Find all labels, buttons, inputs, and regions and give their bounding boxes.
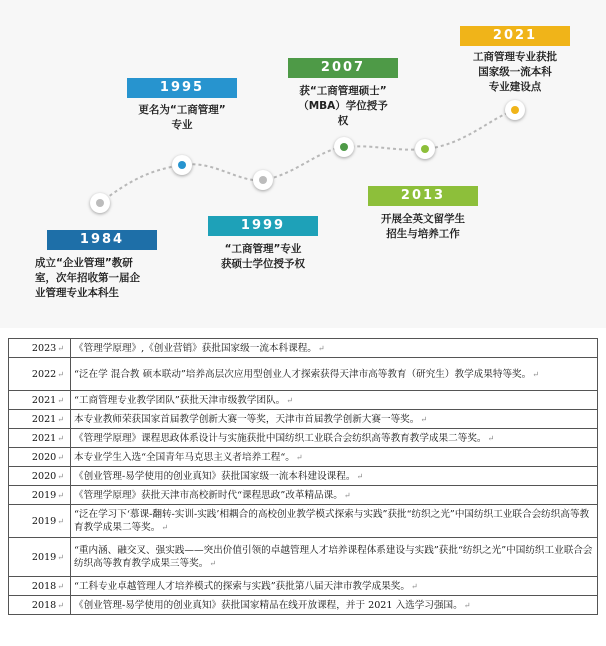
table-row: [9, 596, 598, 615]
milestone-text-1984: 成立“企业管理”教研 室，次年招收第一届企 业管理专业本科生: [35, 257, 140, 299]
row-text: “泛在学习下‘慕课-翻转-实训-实践’相耦合的高校创业教学模式探索与实践”获批“纺织之光”中国纺织工业联合会纺织高等教育教学成果二等奖。↵: [71, 505, 598, 538]
milestone-year-1995: 1995: [127, 78, 237, 98]
milestone-node-2021: [505, 100, 525, 120]
row-year: 2023↵: [9, 339, 71, 358]
milestone-node-2013: [415, 139, 435, 159]
row-year: 2021↵: [9, 429, 71, 448]
row-year: 2022↵: [9, 358, 71, 391]
row-year: 2018↵: [9, 577, 71, 596]
table-row: [9, 410, 598, 429]
row-text: 本专业教师荣获国家首届教学创新大赛一等奖，天津市首届教学创新大赛一等奖。↵: [71, 410, 598, 429]
milestone-node-2007: [334, 137, 354, 157]
table-row: [9, 429, 598, 448]
milestone-node-1999: [253, 170, 273, 190]
milestone-text-2007: 获“工商管理硕士” （MBA）学位授予 权: [298, 85, 388, 127]
milestone-text-2021: 工商管理专业获批 国家级一流本科 专业建设点: [473, 51, 557, 93]
milestone-dot: [96, 199, 104, 207]
table-row: [9, 505, 598, 538]
achievements-table: [8, 338, 598, 615]
row-text: 《管理学原理》,《创业营销》获批国家级一流本科课程。↵: [71, 339, 598, 358]
row-year: 2019↵: [9, 486, 71, 505]
row-text: “工商管理专业教学团队”获批天津市级教学团队。↵: [71, 391, 598, 410]
milestone-text-1995: 更名为“工商管理” 专业: [138, 104, 226, 131]
row-year: 2021↵: [9, 391, 71, 410]
row-year: 2019↵: [9, 505, 71, 538]
table-row: [9, 577, 598, 596]
milestone-dot: [511, 106, 519, 114]
milestone-node-1995: [172, 155, 192, 175]
table-row: [9, 358, 598, 391]
milestone-dot: [421, 145, 429, 153]
milestone-year-2021: 2021: [460, 26, 570, 46]
table-row: [9, 538, 598, 577]
row-text: 《管理学原理》获批天津市高校新时代“课程思政”改革精品课。↵: [71, 486, 598, 505]
milestone-dot: [259, 176, 267, 184]
table-row: [9, 448, 598, 467]
row-text: 《创业管理-易学使用的创业真知》获批国家级一流本科建设课程。↵: [71, 467, 598, 486]
row-year: 2019↵: [9, 538, 71, 577]
table-row: [9, 339, 598, 358]
table-row: [9, 486, 598, 505]
row-year: 2020↵: [9, 467, 71, 486]
milestone-text-2013: 开展全英文留学生 招生与培养工作: [381, 213, 465, 240]
row-year: 2018↵: [9, 596, 71, 615]
row-text: “泛在学 混合教 硕本联动”培养高层次应用型创业人才探索获得天津市高等教育（研究生）教学成果特等奖。↵: [71, 358, 598, 391]
row-text: “工科专业卓越管理人才培养模式的探索与实践”获批第八届天津市教学成果奖。↵: [71, 577, 598, 596]
milestone-year-1984: 1984: [47, 230, 157, 250]
milestone-dot: [178, 161, 186, 169]
table-row: [9, 391, 598, 410]
milestone-text-1999: “工商管理”专业 获硕士学位授予权: [221, 243, 305, 270]
milestone-year-1999: 1999: [208, 216, 318, 236]
milestone-year-2013: 2013: [368, 186, 478, 206]
milestone-year-2007: 2007: [288, 58, 398, 78]
row-text: 《创业管理-易学使用的创业真知》获批国家精品在线开放课程，并于 2021 入选学习强国。↵: [71, 596, 598, 615]
row-year: 2021↵: [9, 410, 71, 429]
table-row: [9, 467, 598, 486]
row-text: “重内涵、融交叉、强实践——突出价值引领的卓越管理人才培养课程体系建设与实践”获批“纺织之光”中国纺织工业联合会纺织高等教育教学成果三等奖。↵: [71, 538, 598, 577]
row-year: 2020↵: [9, 448, 71, 467]
milestone-dot: [340, 143, 348, 151]
row-text: 本专业学生入选“全国青年马克思主义者培养工程“。↵: [71, 448, 598, 467]
milestone-node-1984: [90, 193, 110, 213]
row-text: 《管理学原理》课程思政体系设计与实施获批中国纺织工业联合会纺织高等教育教学成果二等奖。↵: [71, 429, 598, 448]
